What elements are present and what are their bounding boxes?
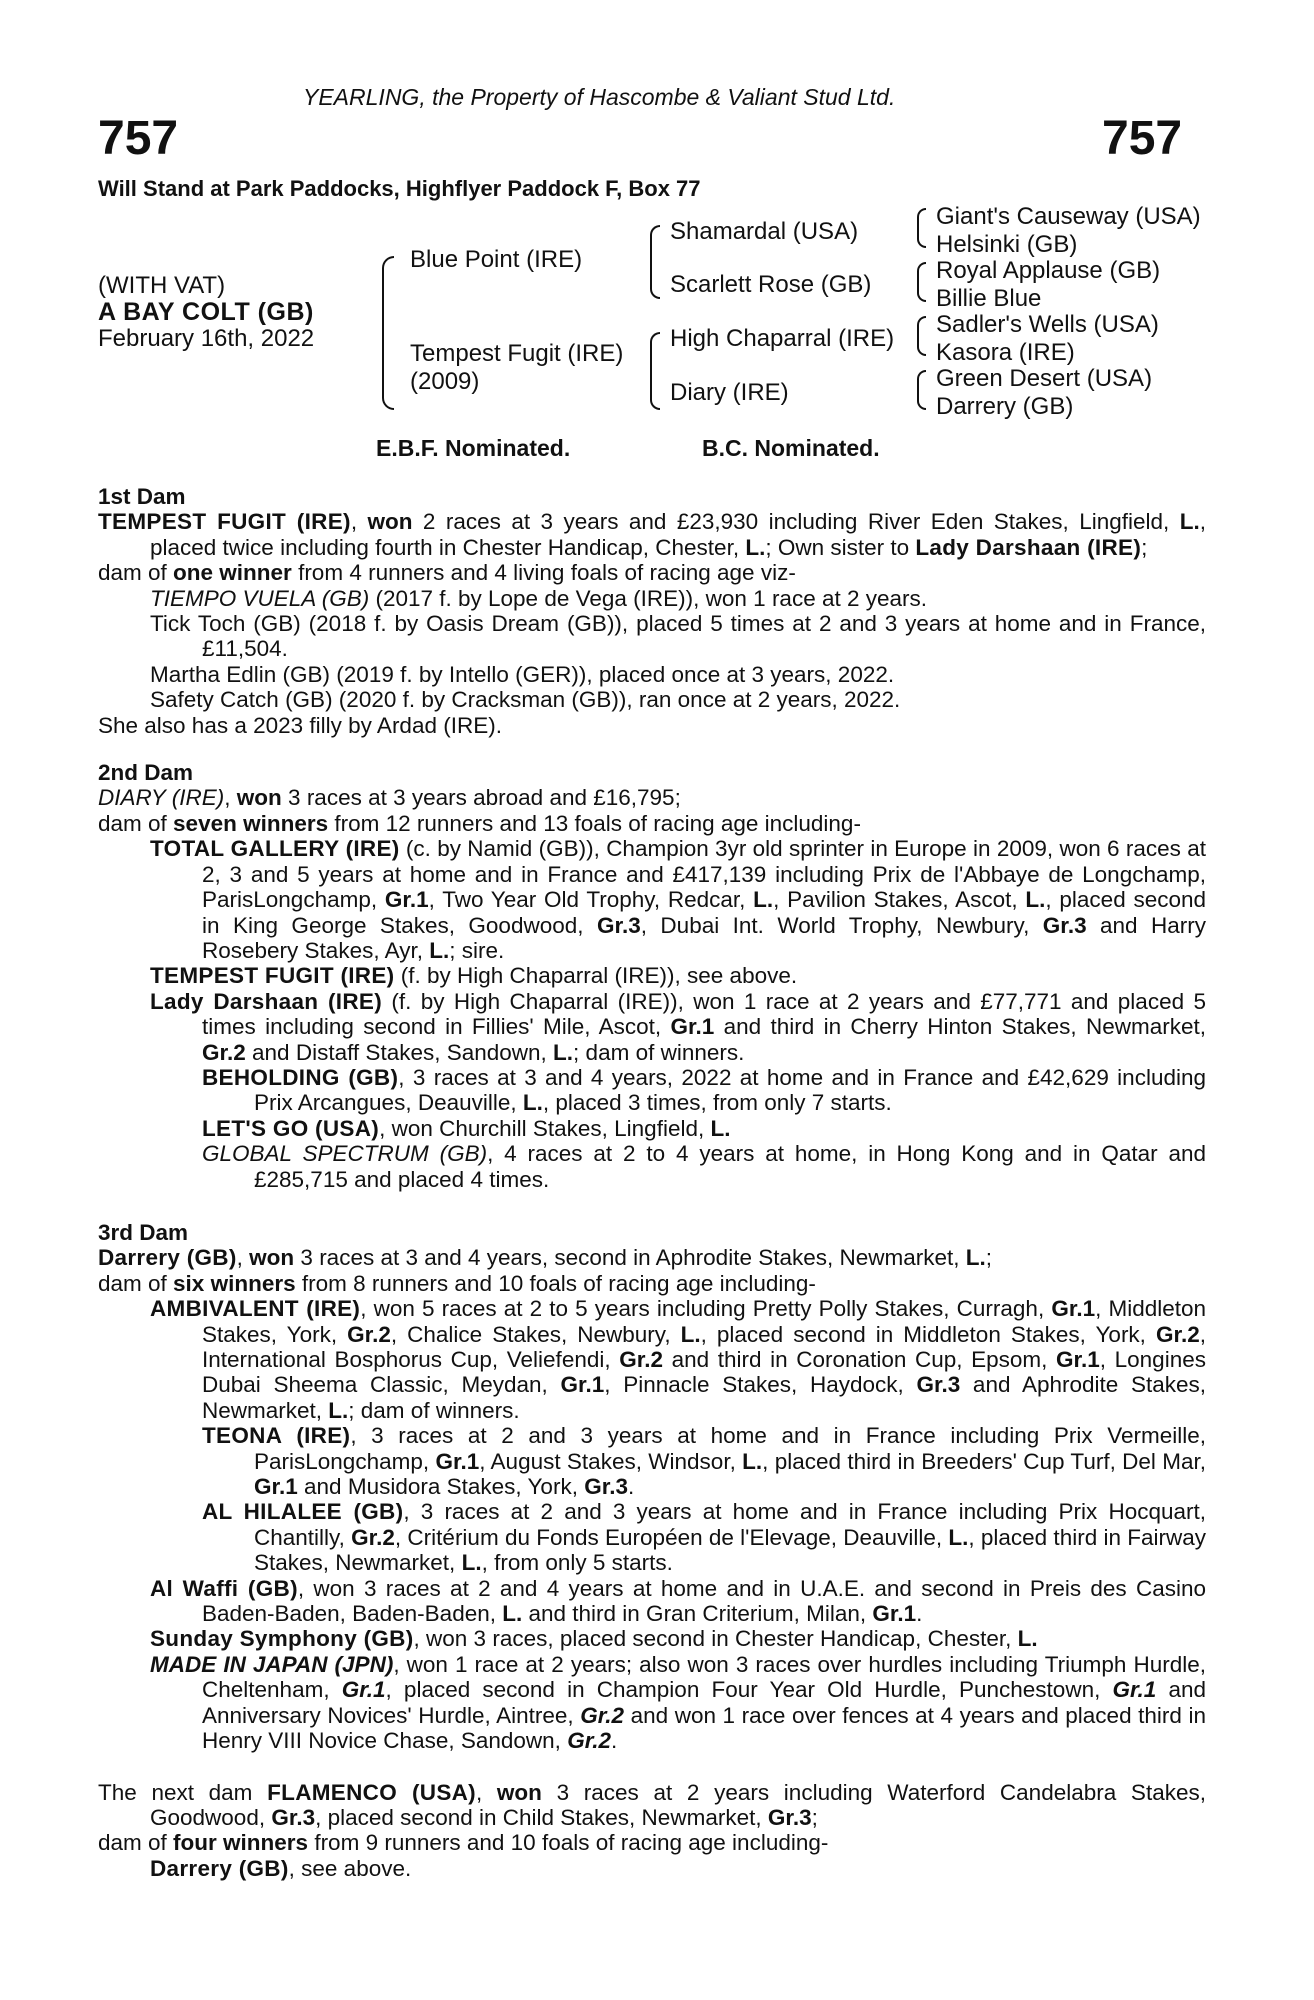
catalogue-subtitle: YEARLING, the Property of Hascombe & Valiant Stud Ltd. [303,84,896,110]
produce-item: Darrery (GB), see above. [150,1855,412,1881]
produce-item: MADE IN JAPAN (JPN), won 1 race at 2 years; also won 3 races over hurdles including Triumph Hurdle, Cheltenham, Gr.1, placed second in Champion Four Year Old Hurdle, Punchestown, Gr.1 and Anniversary Novices' Hurdle, Aintree, Gr.2 and won 1 race over fences at 4 years and placed third in Henry VIII Novice Chase, Sandown, Gr.2. [150,1651,1206,1754]
produce-item: TEMPEST FUGIT (IRE) (f. by High Chaparral (IRE)), see above. [150,963,798,989]
pedigree-dam: Tempest Fugit (IRE) [410,340,624,367]
produce-item: AMBIVALENT (IRE), won 5 races at 2 to 5 years including Pretty Polly Stakes, Curragh, Gr.1, Middleton Stakes, York, Gr.2, Chalice Stakes, Newbury, L., placed second in Middleton Stakes, York, Gr.2, International Bosphorus Cup, Veliefendi, Gr.2 and third in Coronation Cup, Epsom, Gr.1, Longines Dubai Sheema Classic, Meydan, Gr.1, Pinnacle Stakes, Haydock, Gr.3 and Aphrodite Stakes, Newmarket, L.; dam of winners. [150,1296,1207,1423]
third-dam-heading: 3rd Dam [98,1219,189,1245]
pedigree-sss: Giant's Causeway (USA) [936,203,1201,230]
pedigree-brace-main [382,256,394,410]
vat-note: (WITH VAT) [98,272,226,299]
date-of-birth: February 16th, 2022 [98,325,315,352]
pedigree-sire-sire: Shamardal (USA) [670,218,859,245]
next-dam-entry: The next dam FLAMENCO (USA), won 3 races at 2 years including Waterford Candelabra Stakes, Goodwood, Gr.3, placed second in Child Stakes, Newmarket, Gr.3; [98,1779,1206,1830]
stand-location: Will Stand at Park Paddocks, Highflyer Paddock F, Box 77 [98,176,701,201]
produce-item: Tick Toch (GB) (2018 f. by Oasis Dream (GB)), placed 5 times at 2 and 3 years at home and in France, £11,504. [150,611,1206,662]
produce-item: Martha Edlin (GB) (2019 f. by Intello (GER)), placed once at 3 years, 2022. [150,661,895,687]
catalogue-body [98,484,1206,1881]
pedigree-sds: Royal Applause (GB) [936,257,1161,284]
first-dam-heading: 1st Dam [98,484,186,509]
pedigree-brace-dd [917,370,926,410]
pedigree-brace-sd [917,262,926,302]
second-dam-heading: 2nd Dam [98,760,194,786]
pedigree-dam-dam: Diary (IRE) [670,379,789,406]
pedigree-brace-ss [917,208,926,248]
lot-number-left: 757 [98,112,179,165]
third-dam-produce-summary: dam of six winners from 8 runners and 10 foals of racing age including- [98,1270,816,1296]
horse-name: A BAY COLT (GB) [98,298,314,326]
pedigree-dam-year: (2009) [410,368,480,395]
pedigree-dss: Sadler's Wells (USA) [936,311,1159,338]
lot-number-right: 757 [1102,112,1183,165]
grand-produce-item: GLOBAL SPECTRUM (GB), 4 races at 2 to 4 years at home, in Hong Kong and in Qatar and £285,715 and placed 4 times. [202,1141,1206,1192]
grand-produce-item: AL HILALEE (GB), 3 races at 2 and 3 years at home and in France including Prix Hocquart, Chantilly, Gr.2, Critérium du Fonds Européen de l'Elevage, Deauville, L., placed third in Fairway Stakes, Newmarket, L., from only 5 starts. [202,1499,1207,1576]
first-dam-entry: TEMPEST FUGIT (IRE), won 2 races at 3 years and £23,930 including River Eden Stakes, Lingfield, L., placed twice including fourth in Chester Handicap, Chester, L.; Own sister to Lady Darshaan (IRE); [98,509,1206,560]
produce-item: Sunday Symphony (GB), won 3 races, placed second in Chester Handicap, Chester, L. [150,1626,1038,1652]
produce-item: Al Waffi (GB), won 3 races at 2 and 4 years at home and in U.A.E. and second in Preis des Casino Baden-Baden, Baden-Baden, L. and third in Gran Criterium, Milan, Gr.1. [150,1575,1206,1627]
bc-nominated: B.C. Nominated. [702,435,880,461]
pedigree-sdd: Billie Blue [936,285,1042,312]
produce-item: Lady Darshaan (IRE) (f. by High Chaparral (IRE)), won 1 race at 2 years and £77,771 and placed 5 times including second in Fillies' Mile, Ascot, Gr.1 and third in Cherry Hinton Stakes, Newmarket, Gr.2 and Distaff Stakes, Sandown, L.; dam of winners. [150,988,1206,1065]
produce-item: TOTAL GALLERY (IRE) (c. by Namid (GB)), Champion 3yr old sprinter in Europe in 2009, won 6 races at 2, 3 and 5 years at home and in France and £417,139 including Prix de l'Abbaye de Longchamp, ParisLongchamp, Gr.1, Two Year Old Trophy, Redcar, L., Pavilion Stakes, Ascot, L., placed second in King George Stakes, Goodwood, Gr.3, Dubai Int. World Trophy, Newbury, Gr.3 and Harry Rosebery Stakes, Ayr, L.; sire. [150,836,1207,963]
pedigree-ssd: Helsinki (GB) [936,231,1078,258]
third-dam-entry: Darrery (GB), won 3 races at 3 and 4 years, second in Aphrodite Stakes, Newmarket, L.; [98,1245,993,1271]
next-dam-produce-summary: dam of four winners from 9 runners and 10 foals of racing age including- [98,1830,829,1856]
pedigree-sire-dam: Scarlett Rose (GB) [670,271,872,298]
grand-produce-item: TEONA (IRE), 3 races at 2 and 3 years at home and in France including Prix Vermeille, ParisLongchamp, Gr.1, August Stakes, Windsor, L., placed third in Breeders' Cup Turf, Del Mar, Gr.1 and Musidora Stakes, York, Gr.3. [202,1423,1206,1500]
pedigree-brace-dam [650,332,660,410]
pedigree-dds: Green Desert (USA) [936,365,1153,392]
pedigree-brace-ds [917,316,926,356]
grand-produce-item: LET'S GO (USA), won Churchill Stakes, Lingfield, L. [202,1115,731,1141]
pedigree-dam-sire: High Chaparral (IRE) [670,325,895,352]
pedigree-ddd: Darrery (GB) [936,393,1074,420]
first-dam-produce-summary: dam of one winner from 4 runners and 4 living foals of racing age viz- [98,560,796,586]
grand-produce-item: BEHOLDING (GB), 3 races at 3 and 4 years, 2022 at home and in France and £42,629 including Prix Arcangues, Deauville, L., placed 3 times, from only 7 starts. [202,1064,1206,1116]
second-dam-entry: DIARY (IRE), won 3 races at 3 years abroad and £16,795; [98,785,681,811]
produce-item: TIEMPO VUELA (GB) (2017 f. by Lope de Vega (IRE)), won 1 race at 2 years. [150,585,928,611]
ebf-nominated: E.B.F. Nominated. [376,435,571,461]
second-dam-produce-summary: dam of seven winners from 12 runners and 13 foals of racing age including- [98,810,861,836]
first-dam-note: She also has a 2023 filly by Ardad (IRE). [98,712,502,738]
pedigree-brace-sire [650,225,660,299]
produce-item: Safety Catch (GB) (2020 f. by Cracksman (GB)), ran once at 2 years, 2022. [150,687,901,713]
pedigree-sire: Blue Point (IRE) [410,246,583,273]
pedigree-dsd: Kasora (IRE) [936,339,1075,366]
